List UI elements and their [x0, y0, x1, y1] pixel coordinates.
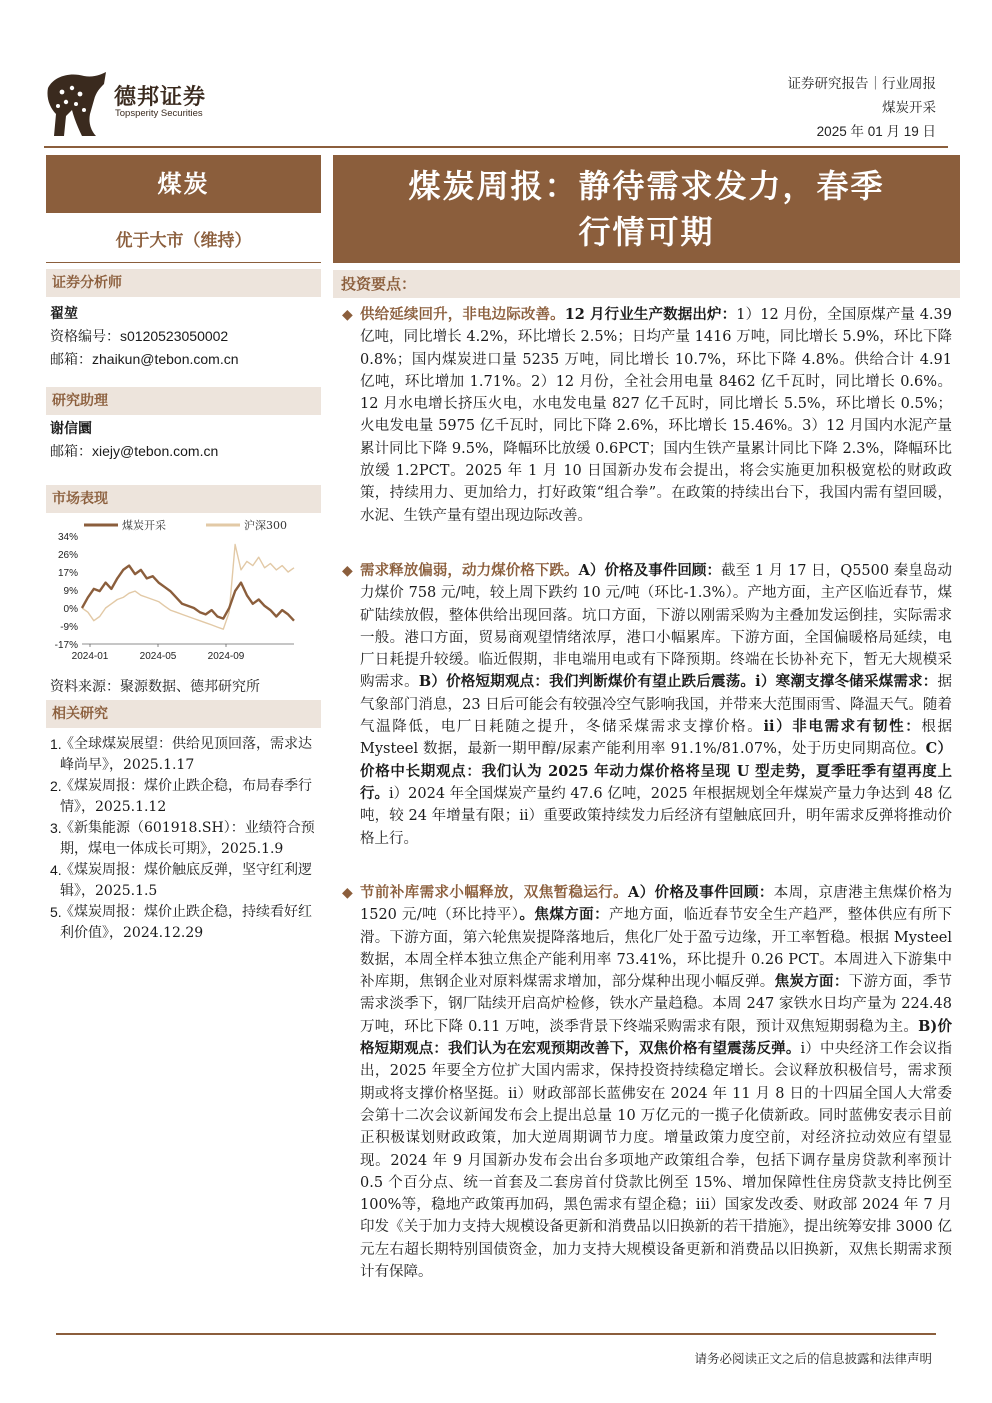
point-subhead: C）价格中长期观点：我们认为 2025 年动力煤价格将呈现 U 型走势，夏季旺季有望再度上行。: [360, 740, 952, 802]
x-tick-label: 2024-01: [71, 651, 109, 662]
legend-label: 沪深300: [244, 519, 287, 532]
footer-divider: [56, 1333, 936, 1335]
analyst-cert: s0120523050002: [120, 328, 229, 344]
assistant-name: 谢信圜: [50, 421, 92, 437]
report-meta: [788, 72, 937, 144]
key-points-head: 投资要点：: [333, 270, 960, 298]
analyst-email[interactable]: zhaikun@tebon.com.cn: [92, 351, 239, 367]
report-type: 证券研究报告｜行业周报: [787, 76, 936, 92]
y-tick-label: 34%: [57, 532, 78, 543]
related-item-text: 《煤炭周报：煤价止跌企稳，持续看好红利价值》，2024.12.29: [60, 904, 312, 941]
related-item-text: 《全球煤炭展望：供给见顶回落，需求达峰尚早》，2025.1.17: [60, 736, 312, 773]
industry-label: 煤炭开采: [882, 100, 936, 116]
assistant-section-head: 研究助理: [46, 387, 321, 415]
cert-label: 资格编号：: [50, 329, 120, 345]
point-subhead: A）价格及事件回顾：: [578, 562, 722, 579]
point-subhead: B）价格短期观点：我们判断煤价有望止跌后震荡。i）寒潮支撑冬储采煤需求：: [418, 673, 938, 691]
key-point-demand: [340, 560, 952, 850]
point-text: i）2024 年全国煤炭产量约 47.6 亿吨，2025 年根据规划全年煤炭产量力争达到 48 亿吨，较 24 年增量有限；ii）重要政策持续发力后经济有望触底回升，明年需求反弹将推动价格上行。: [360, 785, 952, 847]
point-headline: 需求释放偏弱，动力煤价格下跌。: [360, 562, 579, 579]
point-text: 据气象部门消息，23 日后可能会有较强冷空气影响我国，并带来大范围雨雪、降温天气。随着气温降低，电厂日耗随之提升，冬储采煤需求支撑价格。: [360, 674, 952, 736]
key-point-supply: [340, 304, 952, 527]
point-text: 下游方面，季节需求淡季下，钢厂陆续开启高炉检修，铁水产量趋稳。本周 247 家铁水日均产量为 224.48 万吨，环比下降 0.11 万吨，淡季背景下终端采购需求有限，预计双焦短期弱稳为主。: [360, 974, 953, 1035]
rating-label: 优于大市（维持）: [115, 231, 252, 251]
bullet-icon: ◆: [342, 885, 353, 901]
y-tick-label: 9%: [63, 586, 78, 597]
title-line-2: 行情可期: [578, 213, 715, 251]
legend-label: 煤炭开采: [122, 519, 166, 532]
brand-name: 德邦证券: [114, 85, 207, 110]
title-line-1: 煤炭周报：静待需求发力，春季: [408, 167, 885, 205]
point-headline: 节前补库需求小幅释放，双焦暂稳运行。: [360, 884, 629, 901]
market-performance-chart: [50, 516, 320, 666]
sector-label: 煤炭: [46, 155, 321, 213]
point-subhead: A）价格及事件回顾：: [628, 884, 774, 901]
point-subhead: ii）非电需求有韧性：: [763, 718, 922, 736]
related-item-number: 3.: [50, 820, 62, 836]
point-text: 本周，京唐港主焦煤价格为 1520 元/吨（环比持平）: [360, 885, 953, 924]
related-research-list: [50, 734, 322, 944]
x-tick-label: 2024-05: [139, 651, 177, 662]
related-item[interactable]: [50, 776, 322, 818]
related-section-head: 相关研究: [46, 700, 321, 728]
email-label: 邮箱：: [50, 352, 92, 368]
point-text: i）中央经济工作会议指出，2025 年要全方位扩大国内需求，保持投资持续稳定增长。会议释放积极信号，需求预期或将支撑价格坚挺。ii）财政部部长蓝佛安在 2024 年 11 月 8 日的十四届全国人大常委会第十二次会议新闻发布会上提出总量 10 万亿元的一揽子化债新政。同时蓝佛安表示目前正积极谋划财政政策，加大逆周期调节力度。增量政策力度空前，对经济拉动效应有望显现。2024 年 9 月国新办发布会出台多项地产政策组合拳，包括下调存量房贷款利率预计 0.5 个百分点、统一首套及二套房首付贷款比例至 15%、增加保障性住房贷款支持比例至 100%等，稳地产政策再加码，黑色需求有望企稳；iii）国家发改委、财政部 2024 年 7 月印发《关于加力支持大规模设备更新和消费品以旧换新的若干措施》，提出统筹安排 3000 亿元左右超长期特别国债资金，加力支持大规模设备更新和消费品以旧换新，双焦长期需求预计有保障。: [360, 1041, 953, 1281]
market-section-head: 市场表现: [46, 485, 321, 513]
chart-source: 资料来源：聚源数据、德邦研究所: [50, 679, 260, 695]
analyst-info: [50, 303, 239, 371]
related-item-number: 5.: [50, 904, 62, 920]
report-date: 2025 年 01 月 19 日: [816, 124, 936, 139]
analyst-section-head: 证券分析师: [46, 269, 321, 297]
analyst-name: 翟堃: [50, 306, 78, 322]
y-tick-label: -17%: [54, 640, 78, 651]
y-tick-label: 26%: [57, 550, 78, 561]
related-item-text: 《煤炭周报：煤价触底反弹，坚守红利逻辑》，2025.1.5: [60, 862, 312, 899]
point-subhead: 焦炭方面：: [774, 973, 849, 991]
leopard-logo-icon: [44, 70, 108, 138]
related-item[interactable]: [50, 818, 322, 860]
related-item[interactable]: [50, 860, 322, 902]
rating-divider: [46, 262, 321, 263]
bullet-icon: ◆: [342, 307, 353, 323]
related-item[interactable]: [50, 734, 322, 776]
header-divider: [44, 146, 948, 148]
series-line: [82, 566, 294, 621]
point-subhead: 。焦煤方面：: [519, 906, 610, 924]
chart-svg: [50, 516, 320, 666]
point-subhead: 12 月行业生产数据出炉：: [564, 306, 737, 323]
point-subhead: B)价格短期观点：我们认为在宏观预期改善下，双焦价格有望震荡反弹。: [360, 1017, 952, 1058]
related-item-number: 4.: [50, 862, 62, 878]
bullet-icon: ◆: [342, 563, 353, 579]
related-item[interactable]: [50, 902, 322, 944]
assistant-info: [50, 418, 218, 463]
related-item-text: 《新集能源（601918.SH）：业绩符合预期，煤电一体成长可期》，2025.1.9: [60, 820, 315, 857]
brand-name-en: Topsperity Securities: [115, 108, 203, 119]
y-tick-label: -9%: [60, 622, 78, 633]
related-item-number: 2.: [50, 778, 62, 794]
related-item-number: 1.: [50, 736, 62, 752]
email-label: 邮箱：: [50, 444, 92, 460]
point-headline: 供给延续回升，非电边际改善。: [360, 306, 565, 323]
report-title: [333, 155, 960, 263]
assistant-email[interactable]: xiejy@tebon.com.cn: [92, 443, 219, 459]
point-text: 1）12 月份，全国原煤产量 4.39 亿吨，同比增长 4.2%，环比增长 2.5%；日均产量 1416 万吨，同比增长 5.9%，环比下降 0.8%；国内煤炭进口量 5235 万吨，同比增长 10.7%，环比下降 4.8%。供给合计 4.91 亿吨，环比增加 1.71%。2）12 月份，全社会用电量 8462 亿千瓦时，同比增长 0.6%。12 月水电增长挤压火电，水电发电量 827 亿千瓦时，同比增长 5.5%，环比增长 0.5%；火电发电量 5975 亿千瓦时，同比下降 2.6%，环比增长 15.46%。3）12 月国内水泥产量累计同比下降 9.5%，降幅环比放缓 0.6PCT；国内生铁产量累计同比下降 2.3%，降幅环比放缓 1.2PCT。2025 年 1 月 10 日国新办发布会提出，将会实施更加积极宽松的财政政策，持续用力、更加给力，打好政策“组合拳”。在政策的持续出台下，我国内需有望回暖，水泥、生铁产量有望出现边际改善。: [360, 307, 952, 524]
point-text: 根据 Mysteel 数据，最新一期甲醇/尿素产能利用率 91.1%/81.07%，处于历史同期高位。: [360, 719, 952, 758]
point-text: 产地方面，临近春节安全生产趋严，整体供应有所下滑。下游方面，第六轮焦炭提降落地后，焦化厂处于盈亏边缘，开工率暂稳。根据 Mysteel 数据，本周全样本独立焦企产能利用率 73.41%，环比提升 0.26 PCT。本周进入下游集中补库期，焦钢企业对原料煤需求增加，部分煤种出现小幅反弹。: [360, 907, 953, 991]
point-text: 截至 1 月 17 日，Q5500 秦皇岛动力煤价 758 元/吨，较上周下跌约 10 元/吨（环比-1.3%）。产地方面，主产区临近春节，煤矿陆续放假，整体供给出现回落。坑口方面，下游以刚需采购为主叠加发运倒挂，实际需求一般。港口方面，贸易商观望情绪浓厚，港口小幅累库。下游方面，全国偏暖格局延续，电厂日耗提升较缓。临近假期，非电端用电或有下降预期。终端在长协补充下，暂无大规模采购需求。: [360, 563, 953, 691]
legal-notice: 请务必阅读正文之后的信息披露和法律声明: [694, 1351, 932, 1366]
y-tick-label: 17%: [57, 568, 78, 579]
x-tick-label: 2024-09: [207, 651, 245, 662]
key-point-coking: [340, 882, 952, 1283]
related-item-text: 《煤炭周报：煤价止跌企稳，布局春季行情》，2025.1.12: [60, 778, 312, 815]
y-tick-label: 0%: [63, 604, 78, 615]
